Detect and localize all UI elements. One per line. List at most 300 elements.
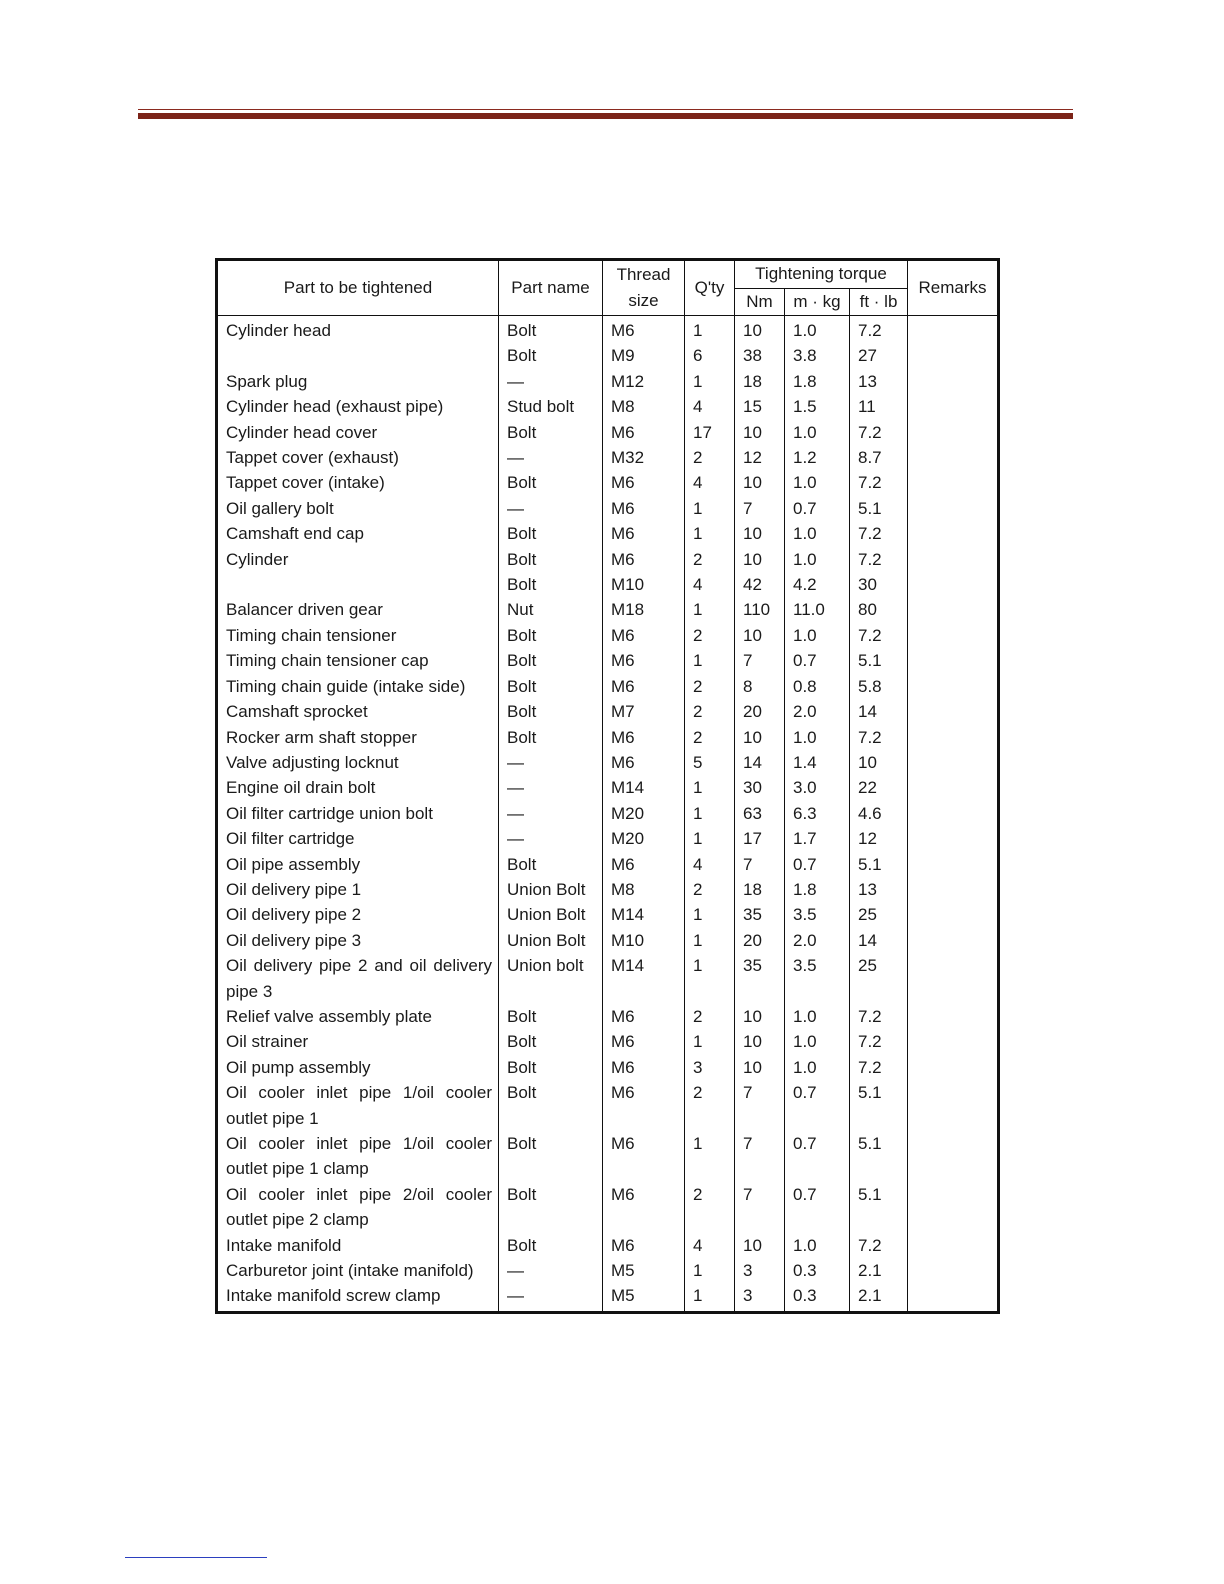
- cell-nm: 10: [735, 1055, 785, 1080]
- cell-mkg: 1.8: [785, 877, 850, 902]
- table-row: [217, 316, 999, 344]
- cell-name: Bolt: [499, 1233, 603, 1258]
- cell-thread: M6: [603, 750, 685, 775]
- cell-thread: M6: [603, 547, 685, 572]
- cell-thread: M8: [603, 877, 685, 902]
- cell-mkg: 0.8: [785, 674, 850, 699]
- cell-ftlb: 7.2: [850, 1055, 908, 1080]
- header-part: Part to be tightened: [217, 260, 499, 316]
- cell-qty: 2: [685, 1004, 735, 1029]
- cell-qty: 1: [685, 928, 735, 953]
- table-body: [217, 316, 999, 1313]
- cell-nm: 110: [735, 597, 785, 622]
- cell-ftlb: 7.2: [850, 1233, 908, 1258]
- table-row: [217, 369, 999, 394]
- cell-name: Bolt: [499, 1029, 603, 1054]
- cell-part: Timing chain guide (intake side): [217, 674, 499, 699]
- cell-name: Union Bolt: [499, 877, 603, 902]
- cell-part: Oil pump assembly: [217, 1055, 499, 1080]
- cell-nm: 7: [735, 1131, 785, 1182]
- cell-part: Carburetor joint (intake manifold): [217, 1258, 499, 1283]
- cell-thread: M6: [603, 852, 685, 877]
- cell-name: Bolt: [499, 521, 603, 546]
- cell-ftlb: 13: [850, 877, 908, 902]
- cell-nm: 7: [735, 648, 785, 673]
- cell-part: Oil filter cartridge union bolt: [217, 801, 499, 826]
- cell-qty: 2: [685, 1080, 735, 1131]
- cell-name: —: [499, 369, 603, 394]
- cell-name: Bolt: [499, 1080, 603, 1131]
- table-row: [217, 597, 999, 622]
- cell-nm: 7: [735, 1080, 785, 1131]
- header-nm: Nm: [735, 288, 785, 316]
- cell-part: Valve adjusting locknut: [217, 750, 499, 775]
- cell-nm: 10: [735, 420, 785, 445]
- cell-name: Bolt: [499, 1055, 603, 1080]
- cell-remarks: [908, 1004, 999, 1029]
- cell-thread: M5: [603, 1258, 685, 1283]
- cell-nm: 10: [735, 521, 785, 546]
- cell-name: Bolt: [499, 572, 603, 597]
- cell-name: Bolt: [499, 623, 603, 648]
- cell-part: Timing chain tensioner cap: [217, 648, 499, 673]
- cell-name: Bolt: [499, 648, 603, 673]
- cell-qty: 1: [685, 521, 735, 546]
- cell-thread: M6: [603, 316, 685, 344]
- cell-mkg: 0.3: [785, 1283, 850, 1312]
- cell-remarks: [908, 801, 999, 826]
- cell-nm: 10: [735, 316, 785, 344]
- cell-ftlb: 7.2: [850, 547, 908, 572]
- cell-nm: 10: [735, 1004, 785, 1029]
- header-tightening-torque: Tightening torque: [735, 260, 908, 289]
- cell-part: Engine oil drain bolt: [217, 775, 499, 800]
- cell-name: Bolt: [499, 1131, 603, 1182]
- cell-mkg: 1.8: [785, 369, 850, 394]
- cell-part: [217, 572, 499, 597]
- cell-qty: 1: [685, 902, 735, 927]
- cell-remarks: [908, 420, 999, 445]
- cell-part: Oil strainer: [217, 1029, 499, 1054]
- cell-part: Intake manifold: [217, 1233, 499, 1258]
- cell-qty: 2: [685, 877, 735, 902]
- cell-ftlb: 2.1: [850, 1283, 908, 1312]
- cell-remarks: [908, 1080, 999, 1131]
- cell-thread: M6: [603, 623, 685, 648]
- table-row: [217, 521, 999, 546]
- cell-mkg: 1.4: [785, 750, 850, 775]
- cell-qty: 2: [685, 674, 735, 699]
- cell-part: Intake manifold screw clamp: [217, 1283, 499, 1312]
- cell-thread: M32: [603, 445, 685, 470]
- table-row: [217, 394, 999, 419]
- cell-thread: M18: [603, 597, 685, 622]
- table-row: [217, 470, 999, 495]
- cell-thread: M14: [603, 902, 685, 927]
- cell-part: Oil delivery pipe 2: [217, 902, 499, 927]
- cell-part: Rocker arm shaft stopper: [217, 725, 499, 750]
- cell-nm: 18: [735, 369, 785, 394]
- cell-qty: 1: [685, 1283, 735, 1312]
- cell-part: Oil gallery bolt: [217, 496, 499, 521]
- cell-part: Camshaft end cap: [217, 521, 499, 546]
- cell-mkg: 0.3: [785, 1258, 850, 1283]
- cell-qty: 1: [685, 369, 735, 394]
- cell-qty: 6: [685, 343, 735, 368]
- cell-mkg: 1.0: [785, 316, 850, 344]
- cell-mkg: 3.5: [785, 902, 850, 927]
- cell-qty: 5: [685, 750, 735, 775]
- cell-nm: 10: [735, 1233, 785, 1258]
- cell-ftlb: 14: [850, 699, 908, 724]
- cell-mkg: 0.7: [785, 1080, 850, 1131]
- cell-remarks: [908, 547, 999, 572]
- table-row: [217, 1131, 999, 1182]
- cell-ftlb: 11: [850, 394, 908, 419]
- cell-ftlb: 5.1: [850, 1131, 908, 1182]
- cell-remarks: [908, 725, 999, 750]
- table-row: [217, 902, 999, 927]
- cell-thread: M6: [603, 674, 685, 699]
- cell-thread: M10: [603, 572, 685, 597]
- cell-ftlb: 4.6: [850, 801, 908, 826]
- cell-remarks: [908, 597, 999, 622]
- cell-nm: 10: [735, 470, 785, 495]
- cell-remarks: [908, 902, 999, 927]
- table-row: [217, 1182, 999, 1233]
- cell-name: Bolt: [499, 547, 603, 572]
- cell-thread: M6: [603, 1182, 685, 1233]
- cell-nm: 7: [735, 852, 785, 877]
- cell-thread: M6: [603, 1080, 685, 1131]
- cell-remarks: [908, 674, 999, 699]
- cell-remarks: [908, 572, 999, 597]
- cell-nm: 10: [735, 547, 785, 572]
- cell-mkg: 0.7: [785, 496, 850, 521]
- table-row: [217, 420, 999, 445]
- header-rule-thick: [138, 113, 1073, 119]
- cell-thread: M6: [603, 1131, 685, 1182]
- cell-qty: 4: [685, 1233, 735, 1258]
- cell-mkg: 1.0: [785, 547, 850, 572]
- cell-part: Oil pipe assembly: [217, 852, 499, 877]
- cell-remarks: [908, 623, 999, 648]
- cell-thread: M6: [603, 725, 685, 750]
- cell-remarks: [908, 369, 999, 394]
- cell-name: —: [499, 775, 603, 800]
- cell-thread: M6: [603, 470, 685, 495]
- cell-qty: 2: [685, 1182, 735, 1233]
- cell-ftlb: 5.1: [850, 496, 908, 521]
- cell-thread: M6: [603, 521, 685, 546]
- cell-thread: M12: [603, 369, 685, 394]
- cell-qty: 1: [685, 953, 735, 1004]
- cell-name: —: [499, 1283, 603, 1312]
- cell-part: Relief valve assembly plate: [217, 1004, 499, 1029]
- cell-name: Bolt: [499, 725, 603, 750]
- cell-mkg: 1.2: [785, 445, 850, 470]
- table-row: [217, 775, 999, 800]
- cell-ftlb: 5.8: [850, 674, 908, 699]
- table-row: [217, 674, 999, 699]
- cell-remarks: [908, 928, 999, 953]
- cell-ftlb: 7.2: [850, 623, 908, 648]
- cell-part: Cylinder head cover: [217, 420, 499, 445]
- cell-mkg: 0.7: [785, 1182, 850, 1233]
- cell-nm: 20: [735, 699, 785, 724]
- cell-remarks: [908, 470, 999, 495]
- cell-name: Bolt: [499, 420, 603, 445]
- cell-thread: M5: [603, 1283, 685, 1312]
- cell-nm: 12: [735, 445, 785, 470]
- table-row: [217, 623, 999, 648]
- cell-qty: 4: [685, 394, 735, 419]
- footer-rule: [125, 1557, 267, 1558]
- header-ftlb: ft · lb: [850, 288, 908, 316]
- cell-mkg: 1.7: [785, 826, 850, 851]
- cell-name: Stud bolt: [499, 394, 603, 419]
- cell-remarks: [908, 852, 999, 877]
- cell-mkg: 11.0: [785, 597, 850, 622]
- cell-ftlb: 22: [850, 775, 908, 800]
- cell-name: Bolt: [499, 470, 603, 495]
- cell-remarks: [908, 877, 999, 902]
- cell-part: Timing chain tensioner: [217, 623, 499, 648]
- cell-remarks: [908, 1055, 999, 1080]
- cell-mkg: 1.0: [785, 623, 850, 648]
- cell-remarks: [908, 394, 999, 419]
- cell-remarks: [908, 521, 999, 546]
- cell-nm: 10: [735, 1029, 785, 1054]
- cell-nm: 20: [735, 928, 785, 953]
- cell-qty: 1: [685, 1131, 735, 1182]
- cell-ftlb: 5.1: [850, 1080, 908, 1131]
- cell-qty: 4: [685, 852, 735, 877]
- cell-qty: 2: [685, 725, 735, 750]
- table-row: [217, 877, 999, 902]
- cell-thread: M6: [603, 1233, 685, 1258]
- cell-part: Oil cooler inlet pipe 1/oil cooler outlet pipe 1 clamp: [217, 1131, 499, 1182]
- cell-ftlb: 7.2: [850, 725, 908, 750]
- cell-remarks: [908, 648, 999, 673]
- cell-nm: 14: [735, 750, 785, 775]
- cell-remarks: [908, 496, 999, 521]
- cell-nm: 10: [735, 725, 785, 750]
- cell-qty: 2: [685, 445, 735, 470]
- header-remarks: Remarks: [908, 260, 999, 316]
- table-row: [217, 496, 999, 521]
- cell-mkg: 3.8: [785, 343, 850, 368]
- cell-nm: 42: [735, 572, 785, 597]
- cell-nm: 15: [735, 394, 785, 419]
- cell-part: Tappet cover (exhaust): [217, 445, 499, 470]
- cell-qty: 4: [685, 572, 735, 597]
- cell-mkg: 6.3: [785, 801, 850, 826]
- cell-ftlb: 14: [850, 928, 908, 953]
- cell-qty: 1: [685, 1029, 735, 1054]
- cell-part: Cylinder: [217, 547, 499, 572]
- cell-thread: M14: [603, 775, 685, 800]
- table-row: [217, 445, 999, 470]
- cell-part: Camshaft sprocket: [217, 699, 499, 724]
- cell-name: —: [499, 445, 603, 470]
- table-row: [217, 648, 999, 673]
- table-row: [217, 953, 999, 1004]
- cell-part: Spark plug: [217, 369, 499, 394]
- cell-name: Union bolt: [499, 953, 603, 1004]
- cell-nm: 35: [735, 953, 785, 1004]
- table-row: [217, 852, 999, 877]
- cell-mkg: 1.0: [785, 470, 850, 495]
- cell-ftlb: 7.2: [850, 1029, 908, 1054]
- cell-ftlb: 12: [850, 826, 908, 851]
- cell-ftlb: 7.2: [850, 420, 908, 445]
- cell-qty: 2: [685, 547, 735, 572]
- cell-thread: M8: [603, 394, 685, 419]
- cell-nm: 38: [735, 343, 785, 368]
- cell-ftlb: 5.1: [850, 648, 908, 673]
- cell-name: —: [499, 826, 603, 851]
- cell-mkg: 1.0: [785, 1055, 850, 1080]
- cell-remarks: [908, 445, 999, 470]
- cell-name: Bolt: [499, 1004, 603, 1029]
- tightening-torque-table: [215, 258, 1000, 1314]
- cell-ftlb: 27: [850, 343, 908, 368]
- cell-mkg: 4.2: [785, 572, 850, 597]
- table-row: [217, 1283, 999, 1312]
- cell-remarks: [908, 1283, 999, 1312]
- header-thread-size: [603, 260, 685, 316]
- cell-ftlb: 7.2: [850, 470, 908, 495]
- cell-qty: 1: [685, 826, 735, 851]
- cell-name: Bolt: [499, 343, 603, 368]
- cell-mkg: 1.0: [785, 1004, 850, 1029]
- cell-qty: 1: [685, 1258, 735, 1283]
- cell-name: Union Bolt: [499, 902, 603, 927]
- cell-mkg: 3.5: [785, 953, 850, 1004]
- table-row: [217, 1258, 999, 1283]
- cell-part: Tappet cover (intake): [217, 470, 499, 495]
- cell-remarks: [908, 1131, 999, 1182]
- cell-thread: M20: [603, 801, 685, 826]
- cell-qty: 4: [685, 470, 735, 495]
- cell-mkg: 0.7: [785, 852, 850, 877]
- cell-ftlb: 30: [850, 572, 908, 597]
- cell-nm: 3: [735, 1283, 785, 1312]
- cell-name: Bolt: [499, 699, 603, 724]
- cell-qty: 17: [685, 420, 735, 445]
- cell-qty: 1: [685, 496, 735, 521]
- cell-mkg: 0.7: [785, 648, 850, 673]
- cell-mkg: 1.5: [785, 394, 850, 419]
- cell-ftlb: 10: [850, 750, 908, 775]
- cell-part: Oil delivery pipe 2 and oil delivery pipe 3: [217, 953, 499, 1004]
- cell-mkg: 1.0: [785, 420, 850, 445]
- header-thread-line1: Thread: [616, 265, 671, 284]
- cell-thread: M7: [603, 699, 685, 724]
- cell-name: —: [499, 496, 603, 521]
- cell-thread: M6: [603, 1029, 685, 1054]
- table-row: [217, 699, 999, 724]
- cell-mkg: 2.0: [785, 699, 850, 724]
- cell-remarks: [908, 316, 999, 344]
- cell-nm: 35: [735, 902, 785, 927]
- cell-part: Balancer driven gear: [217, 597, 499, 622]
- cell-remarks: [908, 1233, 999, 1258]
- cell-ftlb: 25: [850, 902, 908, 927]
- cell-ftlb: 5.1: [850, 852, 908, 877]
- cell-remarks: [908, 1258, 999, 1283]
- header-thread-line2: size: [628, 291, 659, 310]
- cell-thread: M6: [603, 1004, 685, 1029]
- header-mkg: m · kg: [785, 288, 850, 316]
- cell-part: Oil cooler inlet pipe 2/oil cooler outlet pipe 2 clamp: [217, 1182, 499, 1233]
- cell-nm: 18: [735, 877, 785, 902]
- cell-qty: 1: [685, 597, 735, 622]
- cell-thread: M6: [603, 420, 685, 445]
- table-row: [217, 1004, 999, 1029]
- table-row: [217, 750, 999, 775]
- cell-nm: 10: [735, 623, 785, 648]
- cell-nm: 7: [735, 496, 785, 521]
- cell-nm: 63: [735, 801, 785, 826]
- cell-remarks: [908, 699, 999, 724]
- cell-ftlb: 7.2: [850, 521, 908, 546]
- cell-thread: M9: [603, 343, 685, 368]
- header-qty: Q'ty: [685, 260, 735, 316]
- cell-remarks: [908, 750, 999, 775]
- table-row: [217, 572, 999, 597]
- cell-qty: 1: [685, 648, 735, 673]
- cell-mkg: 2.0: [785, 928, 850, 953]
- cell-name: Bolt: [499, 852, 603, 877]
- header-rule-thin: [138, 109, 1073, 110]
- cell-remarks: [908, 1029, 999, 1054]
- cell-ftlb: 25: [850, 953, 908, 1004]
- cell-thread: M14: [603, 953, 685, 1004]
- cell-qty: 2: [685, 623, 735, 648]
- cell-remarks: [908, 775, 999, 800]
- cell-mkg: 1.0: [785, 725, 850, 750]
- cell-ftlb: 13: [850, 369, 908, 394]
- cell-nm: 8: [735, 674, 785, 699]
- cell-qty: 2: [685, 699, 735, 724]
- table-row: [217, 547, 999, 572]
- table-row: [217, 725, 999, 750]
- cell-qty: 1: [685, 316, 735, 344]
- cell-ftlb: 5.1: [850, 1182, 908, 1233]
- cell-name: Nut: [499, 597, 603, 622]
- cell-nm: 7: [735, 1182, 785, 1233]
- cell-part: Cylinder head: [217, 316, 499, 344]
- cell-ftlb: 80: [850, 597, 908, 622]
- cell-name: —: [499, 1258, 603, 1283]
- cell-nm: 30: [735, 775, 785, 800]
- cell-remarks: [908, 826, 999, 851]
- cell-thread: M6: [603, 1055, 685, 1080]
- cell-qty: 1: [685, 775, 735, 800]
- cell-mkg: 1.0: [785, 1233, 850, 1258]
- cell-thread: M20: [603, 826, 685, 851]
- cell-remarks: [908, 1182, 999, 1233]
- cell-nm: 3: [735, 1258, 785, 1283]
- cell-ftlb: 8.7: [850, 445, 908, 470]
- cell-name: Bolt: [499, 674, 603, 699]
- cell-mkg: 1.0: [785, 521, 850, 546]
- cell-part: Cylinder head (exhaust pipe): [217, 394, 499, 419]
- table-row: [217, 1080, 999, 1131]
- cell-part: [217, 343, 499, 368]
